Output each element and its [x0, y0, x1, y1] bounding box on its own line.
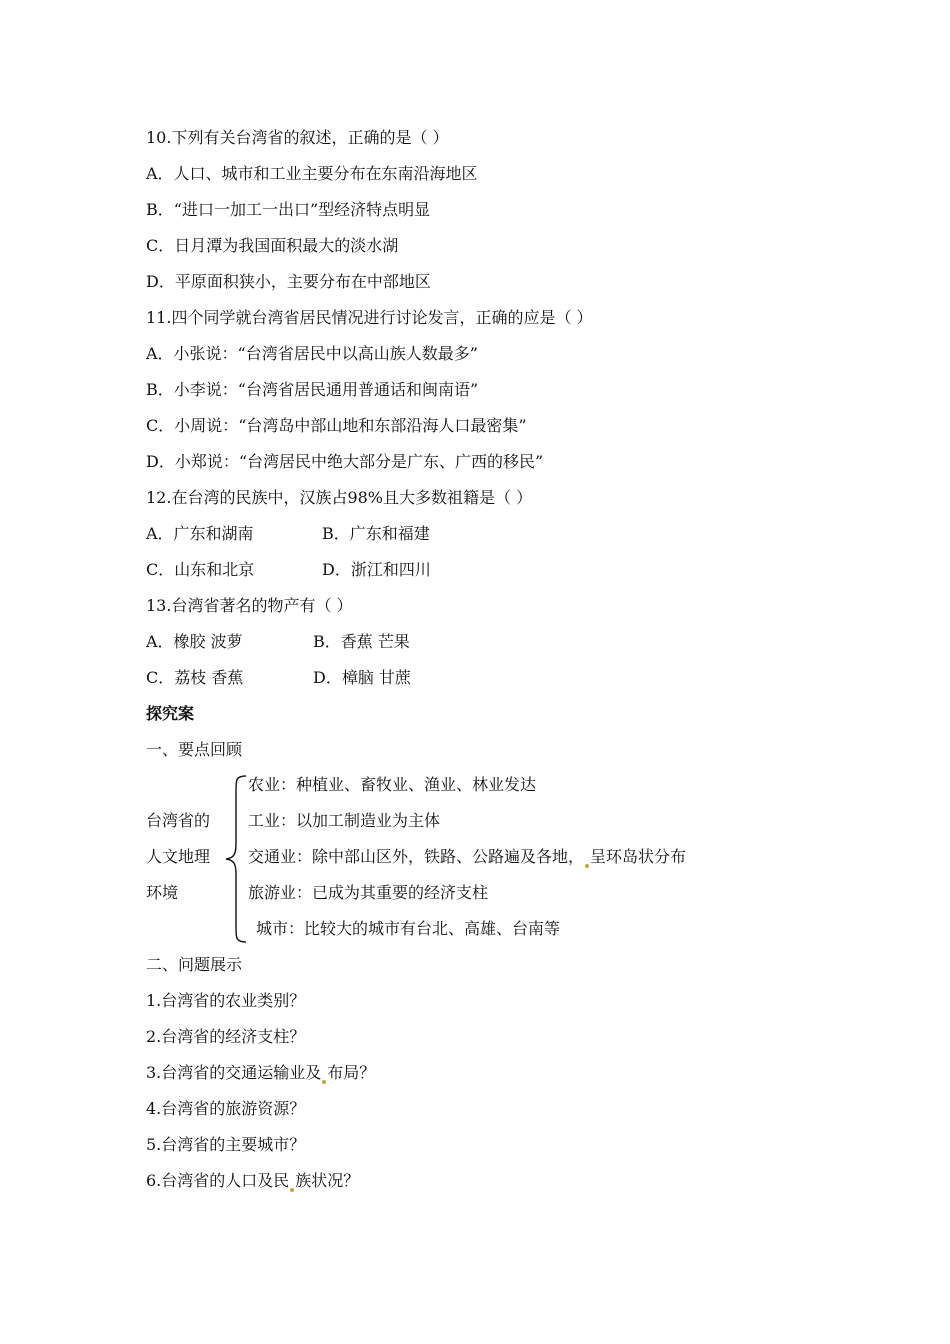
annotation-mark	[322, 1080, 326, 1084]
problem-2: 2.台湾省的经济支柱？	[146, 1027, 306, 1046]
question-13-option-d: D．樟脑 甘蔗	[313, 668, 411, 687]
branch-agriculture: 农业：种植业、畜牧业、渔业、林业发达	[248, 775, 537, 794]
branch-transport	[248, 846, 686, 868]
branch-cities: 城市：比较大的城市有台北、高雄、台南等	[256, 919, 561, 938]
question-12-option-b: B．广东和福建	[322, 524, 430, 543]
brace-label-line-1: 台湾省的	[146, 811, 211, 830]
question-11-option-d: D．小郑说：“台湾居民中绝大部分是广东、广西的移民”	[146, 452, 544, 471]
question-12-stem: 12.在台湾的民族中，汉族占98%且大多数祖籍是（ ）	[146, 488, 533, 507]
explore-heading: 探究案	[146, 704, 195, 723]
problem-1: 1.台湾省的农业类别？	[146, 991, 306, 1010]
left-brace-icon	[224, 774, 248, 944]
question-13-option-a: A．橡胶 波萝	[146, 632, 243, 651]
question-12-option-d: D．浙江和四川	[322, 560, 431, 579]
problem-5: 5.台湾省的主要城市？	[146, 1135, 306, 1154]
question-12-option-a: A．广东和湖南	[146, 524, 254, 543]
question-10-option-a: A．人口、城市和工业主要分布在东南沿海地区	[146, 164, 478, 183]
brace-label-line-2: 人文地理	[146, 847, 211, 866]
branch-transport-part-1: 交通业：除中部山区外，铁路、公路遍及各地，	[248, 847, 585, 866]
section-problems-title: 二、问题展示	[146, 955, 243, 974]
branch-tourism: 旅游业：已成为其重要的经济支柱	[248, 883, 489, 902]
problem-3	[146, 1062, 375, 1084]
problem-6	[146, 1170, 359, 1192]
annotation-mark	[585, 864, 589, 868]
problem-6-part-1: 6.台湾省的人口及民	[146, 1171, 290, 1190]
problem-6-part-2: 族状况？	[295, 1171, 360, 1190]
question-13-option-b: B．香蕉 芒果	[313, 632, 410, 651]
question-10-option-c: C．日月潭为我国面积最大的淡水湖	[146, 236, 399, 255]
question-11-option-c: C．小周说：“台湾岛中部山地和东部沿海人口最密集”	[146, 416, 527, 435]
question-12-option-c: C．山东和北京	[146, 560, 255, 579]
problem-4: 4.台湾省的旅游资源？	[146, 1099, 306, 1118]
question-11-stem: 11.四个同学就台湾省居民情况进行讨论发言，正确的应是（ ）	[146, 308, 593, 327]
question-10-option-d: D．平原面积狭小，主要分布在中部地区	[146, 272, 431, 291]
question-11-option-b: B．小李说：“台湾省居民通用普通话和闽南语”	[146, 380, 479, 399]
problem-3-part-2: 布局？	[327, 1063, 376, 1082]
branch-transport-part-2: 呈环岛状分布	[590, 847, 687, 866]
question-10-option-b: B．“进口一加工一出口”型经济特点明显	[146, 200, 431, 219]
branch-industry: 工业：以加工制造业为主体	[248, 811, 441, 830]
problem-3-part-1: 3.台湾省的交通运输业及	[146, 1063, 322, 1082]
question-11-option-a: A．小张说：“台湾省居民中以高山族人数最多”	[146, 344, 478, 363]
question-13-option-c: C．荔枝 香蕉	[146, 668, 244, 687]
annotation-mark	[290, 1188, 294, 1192]
question-13-stem: 13.台湾省著名的物产有（ ）	[146, 596, 353, 615]
section-key-points-title: 一、要点回顾	[146, 740, 243, 759]
brace-label-line-3: 环境	[146, 883, 179, 902]
question-10-stem: 10.下列有关台湾省的叙述，正确的是（ ）	[146, 128, 449, 147]
